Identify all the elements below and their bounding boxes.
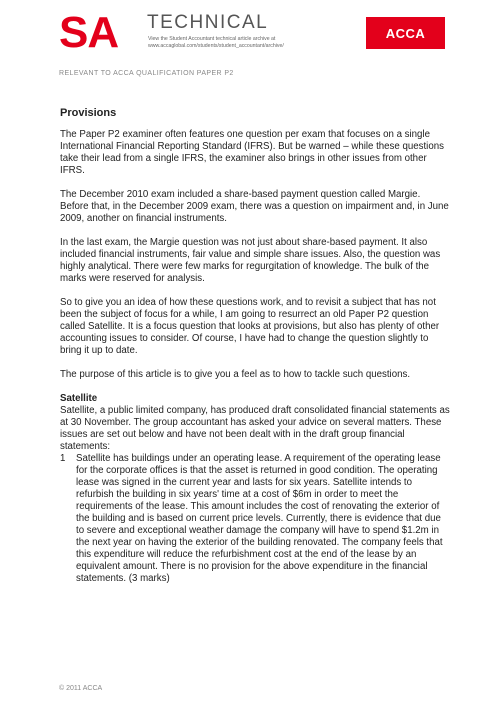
paragraph: The Paper P2 examiner often features one question per exam that focuses on a single International Financial Reporting Standard (IFRS). But be warned – while these questions take their lead from a single IFRS, the examiner also brings in other issues from other IFRS.: [60, 129, 444, 176]
acca-logo-text: ACCA: [385, 25, 426, 41]
relevant-paper-label: RELEVANT TO ACCA QUALIFICATION PAPER P2: [59, 70, 234, 77]
copyright-footer: © 2011 ACCA: [59, 685, 103, 692]
paragraph: In the last exam, the Margie question was not just about share-based payment. It also included financial instruments, fair value and simple share issues. Also, the question was highly analytical. There were few marks for regurgitation of knowledge. The bulk of the marks were reserved for analysis.: [60, 237, 441, 284]
acca-logo: [366, 17, 445, 49]
article-body: [60, 107, 450, 585]
list-item-number: 1: [60, 453, 66, 464]
paragraph: So to give you an idea of how these questions work, and to revisit a subject that has not been the subject of focus for a while, I am going to resurrect an old Paper P2 question called Satellite. It is a focus question that looks at provisions, but also has plenty of other accounting issues to consider. Of course, I have had to change the question slightly to bring it up to date.: [60, 297, 440, 356]
article-title: Provisions: [60, 107, 117, 119]
list-item: [60, 453, 450, 585]
header-title: TECHNICAL: [147, 12, 269, 33]
section-intro: Satellite, a public limited company, has produced draft consolidated financial statements as at 30 November. The group accountant has asked your advice on several matters. These issues are set out below and have not been dealt with in the draft group financial statements:: [60, 405, 450, 452]
section-heading: Satellite: [60, 393, 98, 404]
archive-note: View the Student Accountant technical article archive at www.accaglobal.com/students/student_accountant/archive/: [148, 36, 284, 49]
sa-logo: SA: [59, 8, 119, 57]
paragraph: The purpose of this article is to give you a feel as to how to tackle such questions.: [60, 369, 411, 380]
list-item-text: Satellite has buildings under an operating lease. A requirement of the operating lease for the corporate offices is that the asset is returned in good condition. The operating lease was signed in the current year and lasts for six years. Satellite intends to refurbish the building in six years' time at a cost of $6m in order to meet the requirements of the lease. This amount includes the cost of renovating the exterior of the building and is based on current price levels. Currently, there is evidence that due to severe and exceptional weather damage the company will have to spend $1.2m in the next year on having the exterior of the building renovated. The company feels that this expenditure will reduce the refurbishment cost at the end of the lease by an equivalent amount. There is no provision for the above expenditure in the financial statements. (3 marks): [76, 453, 443, 584]
page-header: [0, 0, 504, 85]
paragraph: The December 2010 exam included a share-based payment question called Margie. Before that, in the December 2009 exam, there was a question on impairment and, in June 2009, another on financial instruments.: [60, 189, 449, 224]
